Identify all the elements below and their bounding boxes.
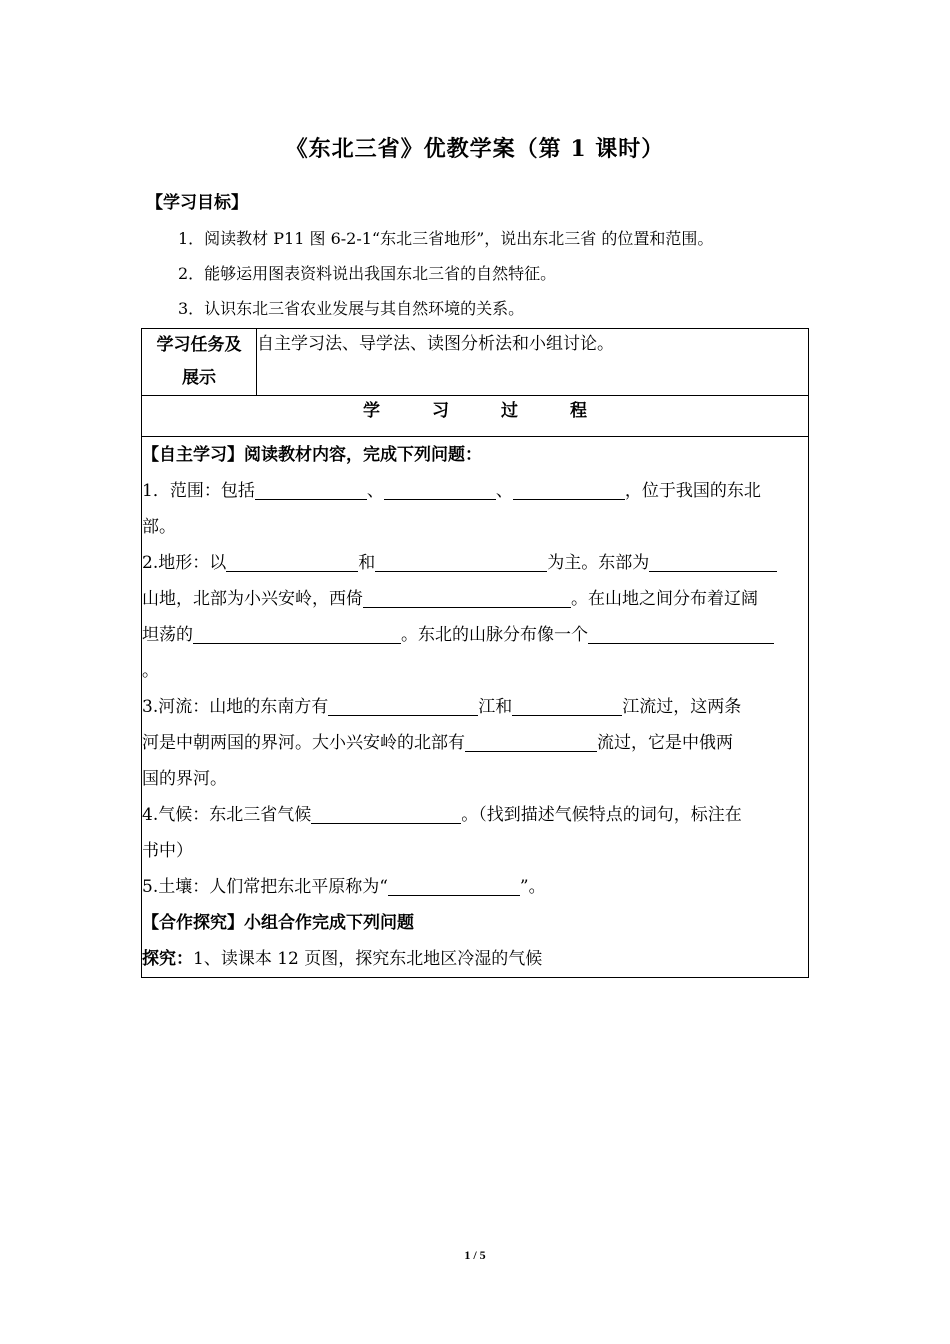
explore-text: 1、读课本 12 页图，探究东北地区冷湿的气候 bbox=[193, 949, 543, 969]
q1-text: 、 bbox=[495, 481, 513, 501]
q4-text: 。（找到描述气候特点的词句，标注在 bbox=[461, 805, 742, 825]
q3-text: 江和 bbox=[478, 697, 513, 717]
question-2-line-4: 。 bbox=[142, 661, 159, 681]
q3-text: 流过，它是中俄两 bbox=[597, 733, 733, 753]
q1-text: 、 bbox=[366, 481, 384, 501]
q2-text: 。东北的山脉分布像一个 bbox=[401, 625, 588, 645]
page-title: 《东北三省》优教学案（第 1 课时） bbox=[285, 136, 665, 162]
blank-field[interactable] bbox=[465, 733, 597, 752]
blank-field[interactable] bbox=[255, 481, 367, 500]
q4-text: 4.气候：东北三省气候 bbox=[142, 805, 312, 825]
process-heading bbox=[142, 396, 809, 437]
blank-field[interactable] bbox=[588, 625, 774, 644]
q2-text: 山地，北部为小兴安岭，西倚 bbox=[142, 589, 363, 609]
goals-heading: 【学习目标】 bbox=[146, 193, 248, 213]
question-3-line-3: 国的界河。 bbox=[142, 769, 227, 789]
blank-field[interactable] bbox=[226, 553, 358, 572]
task-label-cell bbox=[142, 329, 257, 396]
process-row bbox=[142, 396, 809, 437]
blank-field[interactable] bbox=[363, 589, 571, 608]
process-char: 习 bbox=[432, 401, 449, 421]
blank-field[interactable] bbox=[311, 805, 461, 824]
goal-item: 3．认识东北三省农业发展与其自然环境的关系。 bbox=[178, 299, 525, 318]
page-number: 1 / 5 bbox=[464, 1248, 486, 1262]
q2-text: 和 bbox=[358, 553, 376, 573]
study-table bbox=[141, 328, 809, 978]
q2-text: 2.地形：以 bbox=[142, 553, 227, 573]
process-char: 过 bbox=[501, 401, 518, 421]
question-2 bbox=[142, 545, 808, 581]
blank-field[interactable] bbox=[512, 697, 622, 716]
q5-text: ”。 bbox=[519, 877, 546, 897]
q2-text: 。在山地之间分布着辽阔 bbox=[571, 589, 758, 609]
question-4 bbox=[142, 797, 808, 833]
q2-text: 为主。东部为 bbox=[547, 553, 650, 573]
blank-field[interactable] bbox=[193, 625, 401, 644]
self-study-heading: 【自主学习】阅读教材内容，完成下列问题： bbox=[142, 445, 482, 465]
blank-field[interactable] bbox=[388, 877, 520, 896]
process-char: 程 bbox=[570, 401, 587, 421]
explore-line bbox=[142, 941, 808, 977]
q1-text: ，位于我国的东北 bbox=[624, 481, 761, 501]
question-1 bbox=[142, 473, 808, 509]
blank-field[interactable] bbox=[649, 553, 777, 572]
cooperation-heading: 【合作探究】小组合作完成下列问题 bbox=[142, 913, 414, 933]
question-5 bbox=[142, 869, 808, 905]
content-cell bbox=[142, 437, 809, 978]
q3-text: 江流过，这两条 bbox=[622, 697, 742, 717]
q5-text: 5.土壤：人们常把东北平原称为“ bbox=[142, 877, 388, 897]
task-value-cell bbox=[257, 329, 809, 396]
question-2-line-2 bbox=[142, 581, 808, 617]
task-value: 自主学习法、导学法、读图分析法和小组讨论。 bbox=[257, 334, 614, 354]
q1-text: 1．范围：包括 bbox=[142, 481, 255, 501]
process-char: 学 bbox=[363, 401, 380, 421]
q3-text: 河是中朝两国的界河。大小兴安岭的北部有 bbox=[142, 733, 465, 753]
blank-field[interactable] bbox=[328, 697, 478, 716]
blank-field[interactable] bbox=[375, 553, 547, 572]
q2-text: 坦荡的 bbox=[142, 625, 193, 645]
blank-field[interactable] bbox=[513, 481, 625, 500]
goal-item: 2．能够运用图表资料说出我国东北三省的自然特征。 bbox=[178, 264, 557, 283]
content-row bbox=[142, 437, 809, 978]
task-label-line-1: 学习任务及 bbox=[156, 335, 242, 355]
question-3-line-2 bbox=[142, 725, 808, 761]
task-label-line-2: 展示 bbox=[182, 368, 216, 388]
task-row bbox=[142, 329, 809, 396]
question-4-line-2: 书中） bbox=[142, 841, 193, 861]
q3-text: 3.河流：山地的东南方有 bbox=[142, 697, 329, 717]
question-1-cont: 部。 bbox=[142, 517, 176, 537]
question-2-line-3 bbox=[142, 617, 808, 653]
goal-item: 1．阅读教材 P11 图 6-2-1“东北三省地形”，说出东北三省 的位置和范围。 bbox=[178, 229, 714, 248]
question-3 bbox=[142, 689, 808, 725]
blank-field[interactable] bbox=[384, 481, 496, 500]
explore-label: 探究： bbox=[142, 949, 193, 969]
